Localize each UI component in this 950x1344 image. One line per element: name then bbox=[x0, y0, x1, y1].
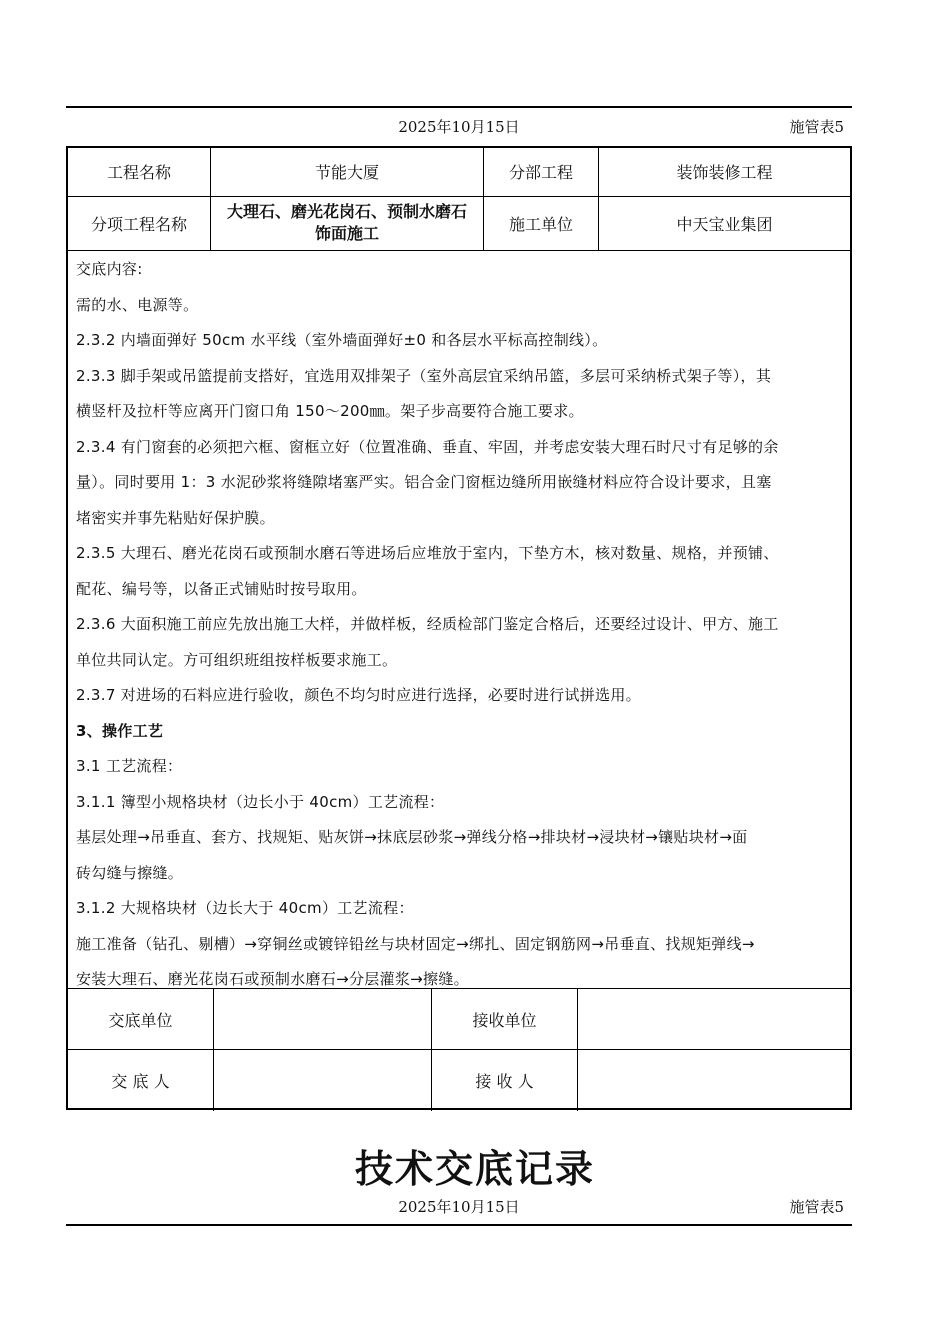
content-line: 2.3.7 对进场的石料应进行验收，颜色不均匀时应进行选择，必要时进行试拼选用。 bbox=[76, 686, 641, 704]
next-form-number: 施管表5 bbox=[789, 1198, 844, 1216]
record-date: 2025年10月15日 bbox=[398, 118, 520, 136]
content-line: 2.3.2 内墙面弹好 50cm 水平线（室外墙面弹好±0 和各层水平标高控制线）。 bbox=[76, 331, 608, 349]
info-table bbox=[68, 148, 850, 251]
content-line: 交底内容: bbox=[76, 260, 143, 278]
next-record-date: 2025年10月15日 bbox=[398, 1198, 520, 1216]
section-heading: 3、操作工艺 bbox=[76, 721, 164, 740]
receiver-person-label: 接 收 人 bbox=[432, 1050, 578, 1111]
division-label: 分部工程 bbox=[484, 148, 599, 196]
form-number: 施管表5 bbox=[789, 118, 844, 136]
content-line: 2.3.3 脚手架或吊篮提前支搭好，宜选用双排架子（室外高层宜采纳吊篮，多层可采纳桥式架子等），其 bbox=[76, 366, 772, 385]
signature-table bbox=[68, 988, 850, 1111]
project-name-label: 工程名称 bbox=[68, 148, 211, 196]
handover-unit-label: 交底单位 bbox=[68, 989, 214, 1050]
contractor-label: 施工单位 bbox=[484, 196, 599, 250]
subitem-value-line1: 大理石、磨光花岗石、预制水磨石 bbox=[226, 202, 467, 221]
handover-content bbox=[76, 252, 844, 998]
bottom-rule bbox=[66, 1224, 852, 1226]
top-rule bbox=[66, 106, 852, 108]
receiver-unit-label: 接收单位 bbox=[432, 989, 578, 1050]
content-line: 3.1.2 大规格块材（边长大于 40cm）工艺流程： bbox=[76, 899, 414, 917]
content-line: 施工准备（钻孔、剔槽）→穿铜丝或镀锌铅丝与块材固定→绑扎、固定钢筋网→吊垂直、找规矩弹线→ bbox=[76, 934, 755, 953]
content-line: 3.1 工艺流程： bbox=[76, 757, 183, 775]
content-line: 配花、编号等，以备正式铺贴时按号取用。 bbox=[76, 579, 367, 598]
receiver-person-field[interactable] bbox=[578, 1050, 851, 1111]
next-date-line bbox=[66, 1196, 852, 1218]
content-line: 2.3.4 有门窗套的必须把六框、窗框立好（位置准确、垂直、牢固，并考虑安装大理石时尺寸有足够的余 bbox=[76, 437, 779, 456]
content-line: 安装大理石、磨光花岗石或预制水磨石→分层灌浆→擦缝。 bbox=[76, 970, 469, 988]
subitem-value bbox=[211, 196, 484, 250]
handover-unit-field[interactable] bbox=[214, 989, 432, 1050]
content-line: 单位共同认定。方可组织班组按样板要求施工。 bbox=[76, 650, 398, 669]
handover-person-label: 交 底 人 bbox=[68, 1050, 214, 1111]
project-name-value: 节能大厦 bbox=[211, 148, 484, 196]
page-title: 技术交底记录 bbox=[354, 1147, 595, 1191]
content-line: 基层处理→吊垂直、套方、找规矩、贴灰饼→抹底层砂浆→弹线分格→排块材→浸块材→镶贴块材→面 bbox=[76, 828, 748, 846]
content-line: 需的水、电源等。 bbox=[76, 295, 199, 314]
content-line: 砖勾缝与擦缝。 bbox=[76, 863, 184, 882]
record-form bbox=[66, 146, 852, 1110]
contractor-value: 中天宝业集团 bbox=[599, 196, 851, 250]
division-value: 装饰装修工程 bbox=[599, 148, 851, 196]
subitem-value-line2: 饰面施工 bbox=[314, 224, 379, 243]
content-line: 2.3.6 大面积施工前应先放出施工大样，并做样板，经质检部门鉴定合格后，还要经过设计、甲方、施工 bbox=[76, 615, 779, 633]
handover-person-field[interactable] bbox=[214, 1050, 432, 1111]
content-line: 量）。同时要用 1：3 水泥砂浆将缝隙堵塞严实。铝合金门窗框边缝所用嵌缝材料应符合设计要求，且塞 bbox=[76, 473, 772, 491]
content-line: 2.3.5 大理石、磨光花岗石或预制水磨石等进场后应堆放于室内，下垫方木，核对数量、规格，并预铺、 bbox=[76, 544, 779, 562]
subitem-label: 分项工程名称 bbox=[68, 196, 211, 250]
content-line: 3.1.1 簿型小规格块材（边长小于 40cm）工艺流程： bbox=[76, 792, 445, 811]
content-line: 横竖杆及拉杆等应离开门窗口角 150～200㎜。架子步高要符合施工要求。 bbox=[76, 402, 584, 420]
content-line: 堵密实并事先粘贴好保护膜。 bbox=[76, 508, 275, 527]
receiver-unit-field[interactable] bbox=[578, 989, 851, 1050]
date-line bbox=[66, 116, 852, 138]
